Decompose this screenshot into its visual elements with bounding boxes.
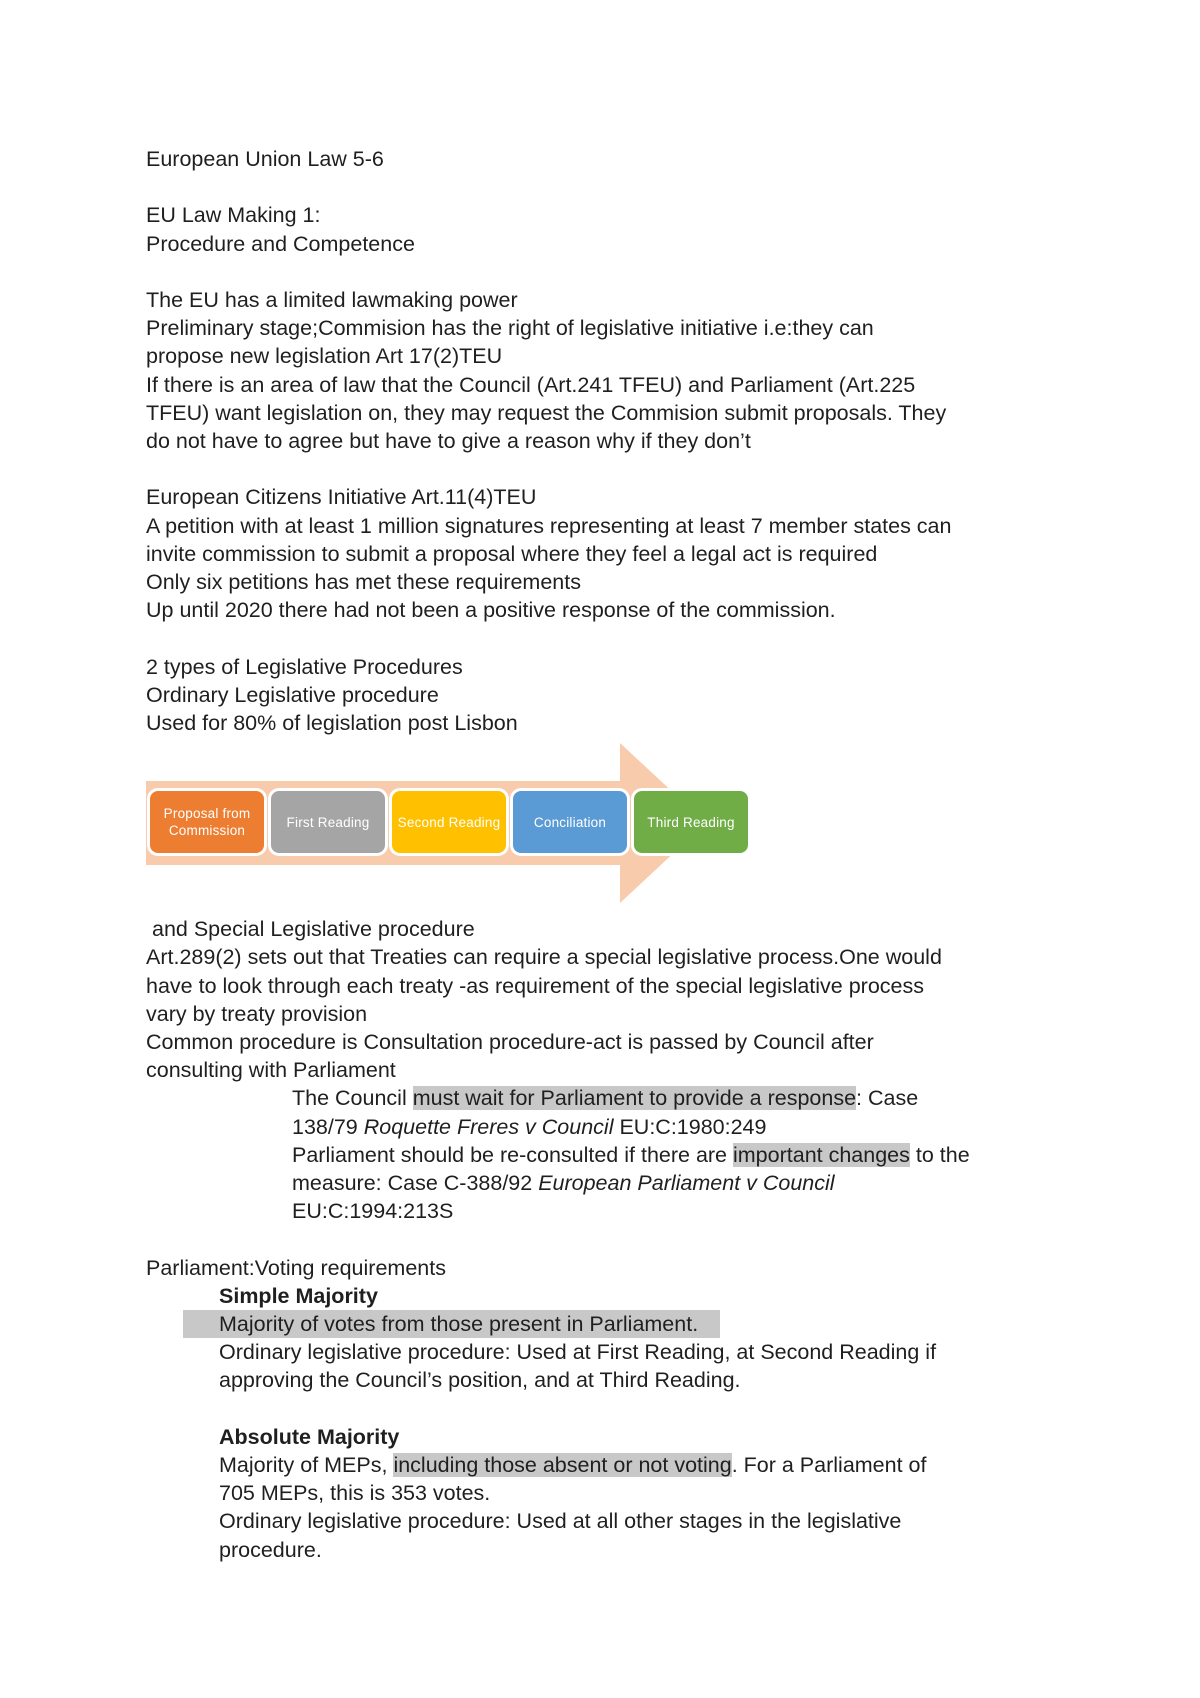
paragraph-line: Art.289(2) sets out that Treaties can require a special legislative process.One would bbox=[146, 945, 942, 970]
paragraph-line: A petition with at least 1 million signatures representing at least 7 member states can bbox=[146, 513, 952, 538]
paragraph-line: propose new legislation Art 17(2)TEU bbox=[146, 344, 503, 369]
paragraph-line: TFEU) want legislation on, they may request the Commision submit proposals. They bbox=[146, 400, 947, 425]
paragraph-line: Preliminary stage;Commision has the right of legislative initiative i.e:they can bbox=[146, 316, 874, 341]
paragraph-line: have to look through each treaty -as requirement of the special legislative process bbox=[146, 973, 925, 998]
case-name: Roquette Freres v Council bbox=[363, 1114, 614, 1139]
paragraph-line: Ordinary legislative procedure: Used at First Reading, at Second Reading if bbox=[219, 1340, 937, 1365]
paragraph-line: procedure. bbox=[219, 1537, 322, 1562]
paragraph-line: invite commission to submit a proposal where they feel a legal act is required bbox=[146, 541, 878, 566]
section-heading: Procedure and Competence bbox=[146, 231, 415, 256]
step-third-reading: Third Reading bbox=[634, 791, 748, 853]
highlight: must wait for Parliament to provide a response bbox=[412, 1086, 857, 1111]
paragraph-line: approving the Council’s position, and at Third Reading. bbox=[219, 1368, 741, 1393]
step-second-reading: Second Reading bbox=[392, 791, 506, 853]
section-heading: EU Law Making 1: bbox=[146, 203, 321, 228]
absolute-majority-heading: Absolute Majority bbox=[219, 1424, 400, 1449]
case-line: 138/79 Roquette Freres v Council EU:C:1980:249 bbox=[292, 1114, 767, 1139]
paragraph-line: If there is an area of law that the Council (Art.241 TFEU) and Parliament (Art.225 bbox=[146, 372, 916, 397]
paragraph-line: Ordinary Legislative procedure bbox=[146, 682, 439, 707]
case-line: measure: Case C-388/92 European Parliament v Council bbox=[292, 1171, 835, 1196]
step-proposal: Proposal from Commission bbox=[150, 791, 264, 853]
paragraph-line: Only six petitions has met these requirements bbox=[146, 570, 581, 594]
procedure-flow-diagram bbox=[146, 743, 766, 913]
voting-heading: Parliament:Voting requirements bbox=[146, 1255, 446, 1280]
paragraph-line: consulting with Parliament bbox=[146, 1058, 396, 1083]
paragraph-line: 705 MEPs, this is 353 votes. bbox=[219, 1481, 491, 1506]
step-first-reading: First Reading bbox=[271, 791, 385, 853]
case-line: The Council must wait for Parliament to provide a response: Case bbox=[292, 1086, 919, 1111]
eci-heading: European Citizens Initiative Art.11(4)TEU bbox=[146, 485, 537, 510]
document-page bbox=[146, 145, 1076, 1564]
paragraph-line: and Special Legislative procedure bbox=[146, 917, 475, 942]
paragraph-line: 2 types of Legislative Procedures bbox=[146, 654, 463, 679]
highlight-line: Majority of votes from those present in Parliament. bbox=[146, 1310, 1076, 1338]
case-line: EU:C:1994:213S bbox=[292, 1199, 454, 1224]
highlight: important changes bbox=[733, 1142, 910, 1167]
paragraph-line: The EU has a limited lawmaking power bbox=[146, 287, 518, 312]
paragraph-line: vary by treaty provision bbox=[146, 1001, 368, 1026]
highlight: including those absent or not voting bbox=[393, 1453, 732, 1478]
document-title: European Union Law 5-6 bbox=[146, 147, 384, 171]
paragraph-line: Ordinary legislative procedure: Used at all other stages in the legislative bbox=[219, 1509, 902, 1534]
case-name: European Parliament v Council bbox=[538, 1171, 835, 1196]
paragraph-line: Used for 80% of legislation post Lisbon bbox=[146, 711, 518, 735]
paragraph-line: Up until 2020 there had not been a positive response of the commission. bbox=[146, 598, 836, 623]
simple-majority-heading: Simple Majority bbox=[219, 1283, 378, 1308]
paragraph-line: Common procedure is Consultation procedure-act is passed by Council after bbox=[146, 1030, 874, 1055]
step-conciliation: Conciliation bbox=[513, 791, 627, 853]
paragraph-line: do not have to agree but have to give a reason why if they don’t bbox=[146, 429, 751, 453]
paragraph-line: Majority of MEPs, including those absent or not voting. For a Parliament of bbox=[219, 1453, 927, 1478]
case-line: Parliament should be re-consulted if there are important changes to the bbox=[292, 1142, 970, 1167]
